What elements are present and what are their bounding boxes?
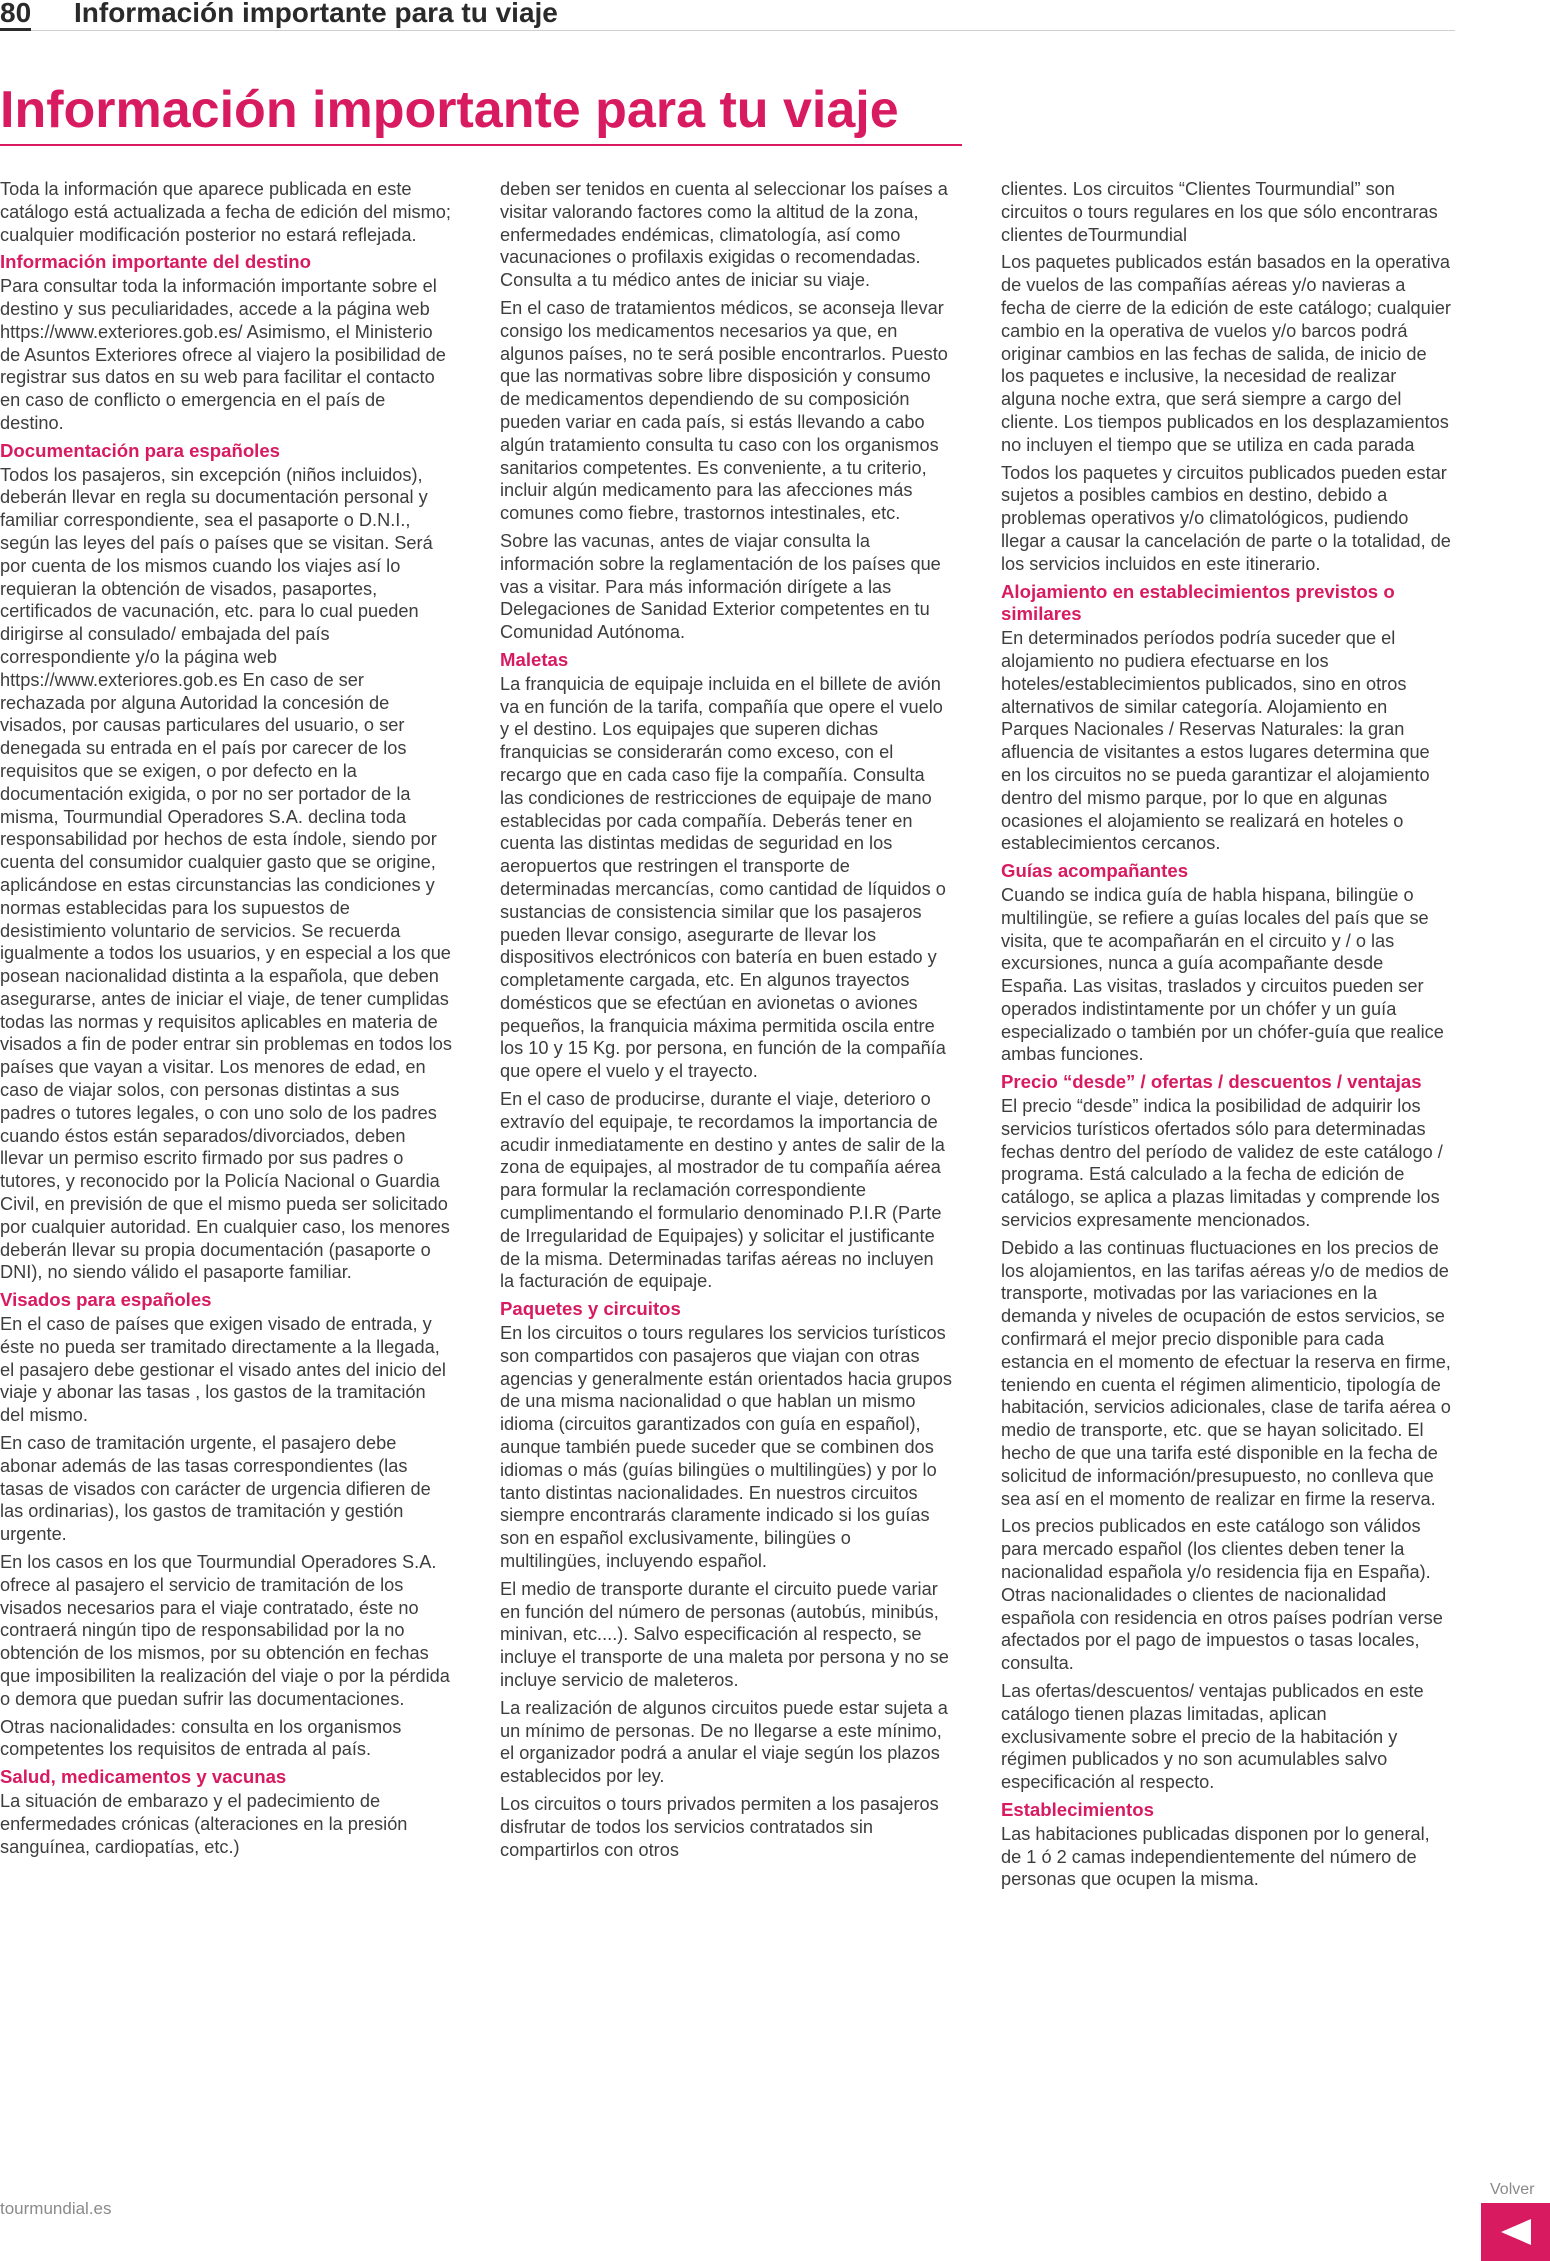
paragraph: El precio “desde” indica la posibilidad de adquirir los servicios turísticos ofertados sólo para determinadas fechas dentro del período de validez de este catálogo / programa. Está calculado a la fecha de edición de catálogo, se aplica a plazas limitadas y comprende los servicios expresamente mencionados. <box>1001 1096 1443 1231</box>
paragraph: En el caso de tratamientos médicos, se aconseja llevar consigo los medicamentos necesarios ya que, en algunos países, no te será posible encontrarlos. Puesto que las normativas sobre libre disposición y consumo de medicamentos dependiendo de su composición pueden variar en cada país, si estás llevando a cabo algún tratamiento consulta tu caso con los organismos sanitarios competentes. Es conveniente, a tu criterio, incluir algún medicamento para las afecciones más comunes como fiebre, trastornos intestinales, etc. <box>500 297 948 524</box>
section-heading: Visados para españoles <box>0 1289 212 1311</box>
section-heading: Guías acompañantes <box>1001 860 1189 882</box>
paragraph: Cuando se indica guía de habla hispana, bilingüe o multilingüe, se refiere a guías locales del país que se visita, que te acompañarán en el circuito y / o las excursiones, nunca a guía acompañante desde España. Las visitas, traslados y circuitos pueden ser operados indistintamente por un chófer y un guía especializado o también por un chófer-guía que realice ambas funciones. <box>1001 884 1444 1065</box>
section-heading: Información importante del destino <box>0 251 311 273</box>
page-header <box>0 0 1455 31</box>
section-heading: Salud, medicamentos y vacunas <box>0 1766 287 1788</box>
paragraph: clientes. Los circuitos “Clientes Tourmundial” son circuitos o tours regulares en los que sólo encontraras clientes deTourmundial <box>1001 179 1438 245</box>
page-number: 80 <box>0 0 31 31</box>
section-heading: Precio “desde” / ofertas / descuentos / ventajas <box>1001 1071 1422 1093</box>
paragraph: Debido a las continuas fluctuaciones en los precios de los alojamientos, en las tarifas aéreas y/o de medios de transporte, motivadas por las variaciones en la demanda y niveles de ocupación de estos servicios, se confirmará el mejor precio disponible para cada estancia en el momento de efectuar la reserva en firme, teniendo en cuenta el régimen alimenticio, tipología de habitación, servicios adicionales, clase de tarifa aérea o medio de transporte, etc. que se hayan solicitado. El hecho de que una tarifa esté disponible en la fecha de solicitud de información/presupuesto, no conlleva que sea así en el momento de realizar en firme la reserva. <box>1001 1237 1451 1509</box>
paragraph: Las ofertas/descuentos/ ventajas publicados en este catálogo tienen plazas limitadas, aplican exclusivamente sobre el precio de la habitación y régimen publicados y no son acumulables salvo especificación al respecto. <box>1001 1681 1424 1793</box>
paragraph: Todos los paquetes y circuitos publicados pueden estar sujetos a posibles cambios en destino, debido a problemas operativos y/o climatológicos, pudiendo llegar a causar la cancelación de parte o la totalidad, de los servicios incluidos en este itinerario. <box>1001 462 1451 574</box>
paragraph: Para consultar toda la información importante sobre el destino y sus peculiaridades, accede a la página web https://www.exteriores.gob.es/ Asimismo, el Ministerio de Asuntos Exteriores ofrece al viajero la posibilidad de registrar sus datos en su web para facilitar el contacto en caso de conflicto o emergencia en el país de destino. <box>0 276 446 433</box>
paragraph: En los casos en los que Tourmundial Operadores S.A. ofrece al pasajero el servicio de tramitación de los visados necesarios para el viaje contratado, éste no contraerá ningún tipo de responsabilidad por la no obtención de los mismos, por su obtención en fechas que imposibiliten la realización del viaje o por la pérdida o demora que puedan sufrir las documentaciones. <box>0 1552 450 1709</box>
paragraph: En caso de tramitación urgente, el pasajero debe abonar además de las tasas correspondientes (las tasas de visados con carácter de urgencia difieren de las ordinarias), los gastos de tramitación y gestión urgente. <box>0 1433 431 1545</box>
triangle-left-icon <box>1499 2217 1533 2247</box>
paragraph: Las habitaciones publicadas disponen por lo general, de 1 ó 2 camas independientemente del número de personas que ocupen la misma. <box>1001 1823 1430 1890</box>
column-3 <box>1001 178 1453 1896</box>
paragraph: En determinados períodos podría suceder que el alojamiento no pudiera efectuarse en los hoteles/establecimientos publicados, sino en otros alternativos de similar categoría. Alojamiento en Parques Nacionales / Reservas Naturales: la gran afluencia de visitantes a estos lugares determina que en los circuitos no se pueda garantizar el alojamiento dentro del mismo parque, por lo que en algunas ocasiones el alojamiento se realizará en hoteles o establecimientos cercanos. <box>1001 628 1430 854</box>
paragraph: Otras nacionalidades: consulta en los organismos competentes los requisitos de entrada al país. <box>0 1716 402 1760</box>
paragraph: La situación de embarazo y el padecimiento de enfermedades crónicas (alteraciones en la presión sanguínea, cardiopatías, etc.) <box>0 1790 408 1857</box>
section-heading: Documentación para españoles <box>0 439 281 461</box>
paragraph: Los precios publicados en este catálogo son válidos para mercado español (los clientes deben tener la nacionalidad española y/o residencia fija en España). Otras nacionalidades o clientes de nacionalidad española con residencia en otros países podrían verse afectados por el pago de impuestos o tasas locales, consulta. <box>1001 1516 1443 1674</box>
back-button[interactable] <box>1481 2203 1550 2261</box>
title-underline <box>0 144 962 146</box>
paragraph: En los circuitos o tours regulares los servicios turísticos son compartidos con pasajeros que viajan con otras agencias y generalmente están orientados hacia grupos de una misma nacionalidad o que hablan un mismo idioma (circuitos garantizados con guía en español), aunque también puede suceder que se combinen dos idiomas o más (guías bilingües o multilingües) y por lo tanto distintas nacionalidades. En nuestros circuitos siempre encontrarás claramente indicado si los guías son en español exclusivamente, bilingües o multilingües, incluyendo español. <box>500 1323 952 1572</box>
paragraph: Sobre las vacunas, antes de viajar consulta la información sobre la reglamentación de los países que vas a visitar. Para más información dirígete a las Delegaciones de Sanidad Exterior competentes en tu Comunidad Autónoma. <box>500 530 941 643</box>
section-heading: Establecimientos <box>1001 1798 1154 1820</box>
paragraph: deben ser tenidos en cuenta al seleccionar los países a visitar valorando factores como la altitud de la zona, enfermedades endémicas, climatología, así como vacunaciones o profilaxis exigidas o recomendadas. Consulta a tu médico antes de iniciar su viaje. <box>500 179 948 291</box>
footer-url[interactable]: tourmundial.es <box>0 2199 112 2218</box>
section-heading: Paquetes y circuitos <box>500 1298 681 1320</box>
paragraph: La franquicia de equipaje incluida en el billete de avión va en función de la tarifa, compañía que opere el vuelo y el destino. Los equipajes que superen dichas franquicias se considerarán como exceso, con el recargo que en cada caso fije la compañía. Consulta las condiciones de restricciones de equipaje de mano establecidas por cada compañía. Deberás tener en cuenta las distintas medidas de seguridad en los aeropuertos que restringen el transporte de determinadas mercancías, como cantidad de líquidos o sustancias de consistencia similar que los pasajeros pueden llevar consigo, asegurarte de llevar los dispositivos electrónicos con batería en buen estado y completamente cargada, etc. En algunos trayectos domésticos que se efectúan en avionetas o aviones pequeños, la franquicia máxima permitida oscila entre los 10 y 15 Kg. por persona, en función de la compañía que opere el vuelo y el trayecto. <box>500 673 946 1082</box>
page-title: Información importante para tu viaje <box>0 81 899 139</box>
column-1 <box>0 178 452 1863</box>
section-heading: Maletas <box>500 648 569 670</box>
paragraph: En el caso de países que exigen visado de entrada, y éste no pueda ser tramitado directamente a la llegada, el pasajero debe gestionar el visado antes del inicio del viaje y abonar las tasas , los gastos de la tramitación del mismo. <box>0 1314 446 1426</box>
paragraph: La realización de algunos circuitos puede estar sujeta a un mínimo de personas. De no llegarse a este mínimo, el organizador podrá a anular el viaje según los plazos establecidos por ley. <box>500 1697 948 1787</box>
column-2 <box>500 178 952 1866</box>
paragraph: Todos los pasajeros, sin excepción (niños incluidos), deberán llevar en regla su documentación personal y familiar correspondiente, sea el pasaporte o D.N.I., según las leyes del país o países que se visitan. Será por cuenta de los mismos cuando los viajes así lo requieran la obtención de visados, pasaportes, certificados de vacunación, etc. para lo cual pueden dirigirse al consulado/ embajada del país correspondiente y/o la página web https://www.exteriores.gob.es En caso de ser rechazada por alguna Autoridad la concesión de visados, por causas particulares del usuario, o ser denegada su entrada en el país por carecer de los requisitos que se exigen, o por defecto en la documentación exigida, o por no ser portador de la misma, Tourmundial Operadores S.A. declina toda responsabilidad por hechos de esta índole, siendo por cuenta del consumidor cualquier gasto que se origine, aplicándose en estas circunstancias las condiciones y normas establecidas para los supuestos de desistimiento voluntario de servicios. Se recuerda igualmente a todos los usuarios, y en especial a los que posean nacionalidad distinta a la española, que deben asegurarse, antes de iniciar el viaje, de tener cumplidas todas las normas y requisitos aplicables en materia de visados a fin de poder entrar sin problemas en todos los países que vayan a visitar. Los menores de edad, en caso de viajar solos, con personas distintas a sus padres o tutores legales, o con uno solo de los padres cuando éstos están separados/divorciados, deben llevar un permiso escrito firmado por sus padres o tutores, y reconocido por la Policía Nacional o Guardia Civil, en previsión de que el mismo pueda ser solicitado por cualquier autoridad. En cualquier caso, los menores deberán llevar su propia documentación (pasaporte o DNI), no siendo válido el pasaporte familiar. <box>0 464 452 1283</box>
paragraph: Toda la información que aparece publicada en este catálogo está actualizada a fecha de edición del mismo; cualquier modificación posterior no estará reflejada. <box>0 179 451 245</box>
paragraph: El medio de transporte durante el circuito puede variar en función del número de personas (autobús, minibús, minivan, etc....). Salvo especificación al respecto, se incluye el transporte de una maleta por persona y no se incluye servicio de maleteros. <box>500 1578 949 1690</box>
paragraph: En el caso de producirse, durante el viaje, deterioro o extravío del equipaje, te recordamos la importancia de acudir inmediatamente en destino y antes de salir de la zona de equipajes, al mostrador de tu compañía aérea para formular la reclamación correspondiente cumplimentando el formulario denominado P.I.R (Parte de Irregularidad de Equipajes) y solicitar el justificante de la misma. Determinadas tarifas aéreas no incluyen la facturación de equipaje. <box>500 1089 945 1292</box>
paragraph: Los circuitos o tours privados permiten a los pasajeros disfrutar de todos los servicios contratados sin compartirlos con otros <box>500 1793 939 1860</box>
section-heading: Alojamiento en establecimientos previstos o similares <box>1001 580 1395 625</box>
paragraph: Los paquetes publicados están basados en la operativa de vuelos de las compañías aéreas y/o navieras a fecha de cierre de la edición de este catálogo; cualquier cambio en la operativa de vuelos y/o barcos podrá originar cambios en las fechas de salida, de inicio de los paquetes e inclusive, la necesidad de realizar alguna noche extra, que será siempre a cargo del cliente. Los tiempos publicados en los desplazamientos no incluyen el tiempo que se utiliza en cada parada <box>1001 252 1451 455</box>
back-label[interactable]: Volver <box>1490 2181 1535 2198</box>
running-title: Información importante para tu viaje <box>74 0 558 28</box>
